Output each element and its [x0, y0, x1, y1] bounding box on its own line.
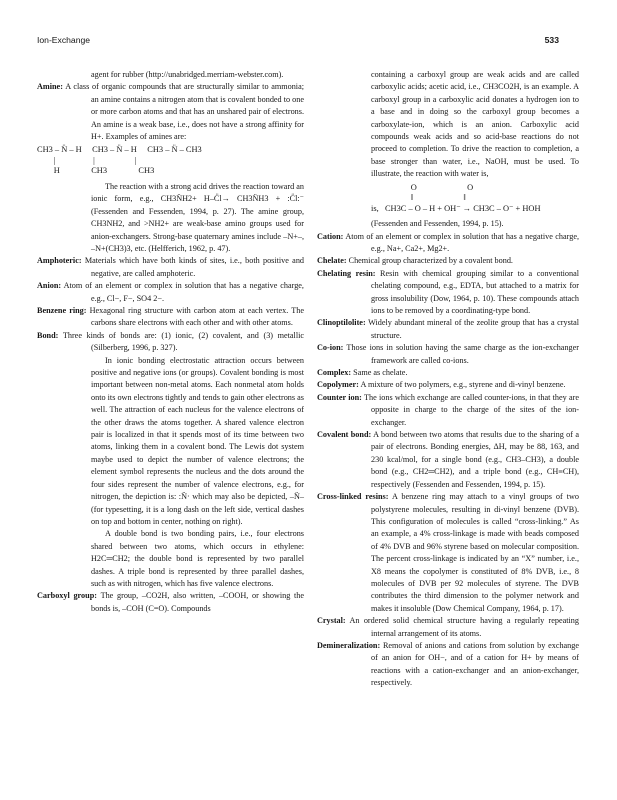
term-benzene-ring: Benzene ring:: [37, 306, 87, 315]
term-cation: Cation:: [317, 231, 344, 241]
glossary-entry-covalent-bond: [317, 429, 579, 491]
glossary-entry-chelating-resin: [317, 268, 579, 318]
term-carboxyl-group: Carboxyl group:: [37, 591, 97, 601]
term-cross-linked-resins: Cross-linked resins:: [317, 492, 389, 502]
running-header: [37, 34, 559, 48]
glossary-entry-counter-ion: [317, 392, 579, 429]
glossary-entry-benzene-ring: [37, 305, 304, 330]
glossary-entry-cross-linked-resins: [317, 491, 579, 615]
definition-amine: A class of organic compounds that are structurally similar to ammonia; an amine contains a nitrogen atom that is covalent bonded to one or more carbon atoms and that has an unshared pair of electrons. An amine is a weak base, i.e., does not have a strong affinity for H+. Examples of amines are:: [65, 82, 304, 142]
term-chelate: Chelate:: [317, 256, 347, 266]
glossary-entry-clinoptilolite: [317, 317, 579, 342]
definition-crystal: An ordered solid chemical structure having a regularly repeating internal arrangement of its atoms.: [349, 616, 579, 638]
glossary-entry-chelate: [317, 255, 579, 267]
term-demineralization: Demineralization:: [317, 640, 381, 650]
term-copolymer: Copolymer:: [317, 380, 359, 390]
definition-complex: Same as chelate.: [353, 368, 408, 378]
definition-amphoteric: Materials which have both kinds of sites, i.e., both positive and negative, are called amphoteric.: [84, 256, 305, 278]
definition-counter-ion: The ions which exchange are called counter-ions, in that they are opposite in charge to the charge of the sites of the ion-exchanger.: [364, 392, 579, 427]
bond-paragraph-2: In ionic bonding electrostatic attraction occurs between positive and negative ions (or groups). Covalent bonding is most important between non-metal atoms. Each nonmetal atom holds onto its own electrons tightly and tends to gain other electrons as well. The attraction of each nucleus for the valence electrons of the other draws the atoms together. A shared valence electron pair is localized in that it spends most of its time between two atoms, linking them in a covalent bond. The Lewis dot system maybe used to depict the number of valence electrons; the element symbol represents the nucleus and the dots around the four sides represent the number of valence electrons, e.g., for nitrogen, the depiction is: :N̈· which may also be depicted, –N̈–(for typesetting, it is a long dash on the left side, vertical dashes on top and bottom in center, nothing on right).: [91, 355, 304, 526]
term-co-ion: Co-ion:: [317, 343, 344, 353]
term-crystal: Crystal:: [317, 616, 346, 626]
carboxyl-reference: (Fessenden and Fessenden, 1994, p. 15).: [371, 219, 504, 229]
amine-structural-formulas: CH3 – N̈ – H CH3 – N̈ – H CH3 – N̈ – CH3 | | | H CH3 CH3: [37, 145, 202, 176]
term-complex: Complex:: [317, 368, 352, 378]
term-anion: Anion:: [37, 281, 62, 291]
term-chelating-resin: Chelating resin:: [317, 268, 376, 278]
bond-paragraph-3: A double bond is two bonding pairs, i.e., four electrons shared between two atoms, which occurs in ethylene: H2C═CH2; the double bond is represented by two parallel dashes. A triple bond is represented by three parallel dashes, such as with nitrogen, which has five valence electrons.: [91, 529, 304, 588]
definition-bond: Three kinds of bonds are: (1) ionic, (2) covalent, and (3) metallic (Silberberg, 1996, p. 327).: [62, 330, 305, 353]
definition-covalent-bond: A bond between two atoms that results due to the sharing of a pair of electrons. Bonding energies, ΔH, may be 88, 163, and 230 kcal/mol, for a single bond (e.g., CH3–CH3), a double bond (e.g., CH2═CH2), and a triple bond (e.g., CH≡CH), respectively (Fessenden and Fessenden, 1994, p. 15).: [371, 430, 579, 489]
amine-reaction-paragraph: The reaction with a strong acid drives the reaction toward an ionic form, e.g., CH3N̈H2+ H–C̈l→ CH3N̈H3 + :C̈l:⁻ (Fessenden and Fessenden, 1994, p. 27). The amine group, CH3NH2, and >NH2+ are weak-base amino groups used for anion-exchangers. Strong-base quaternary amines include –N+–, –N+(CH3)3, etc. (Helfferich, 1962, p. 47).: [91, 181, 304, 253]
definition-carboxyl-group: The group, –CO2H, also written, –COOH, or showing the bonds is, –COH (C=O). Compounds: [91, 591, 304, 613]
carboxyl-reaction-equation: O O ‖ ‖ is, CH3C – O – H + OH⁻ → CH3C – O⁻ + HOH: [371, 182, 541, 213]
glossary-entry-anion: [37, 280, 304, 305]
glossary-entry-cation: [317, 231, 579, 256]
right-column: [317, 69, 579, 690]
glossary-entry-copolymer: [317, 379, 579, 391]
agent-continuation: agent for rubber (http://unabridged.merriam-webster.com).: [91, 70, 284, 79]
section-title: Ion-Exchange: [37, 35, 91, 45]
left-column: [37, 69, 304, 615]
term-amine: Amine:: [37, 82, 63, 92]
glossary-entry-amphoteric: [37, 255, 304, 280]
definition-clinoptilolite: Widely abundant mineral of the zeolite group that has a crystal structure.: [368, 318, 580, 340]
glossary-entry-complex: [317, 367, 579, 379]
definition-chelate: Chemical group characterized by a covalent bond.: [348, 256, 513, 266]
page-number: 533: [544, 35, 559, 45]
glossary-entry-amine: [37, 81, 304, 143]
glossary-entry-crystal: [317, 615, 579, 640]
term-amphoteric: Amphoteric:: [37, 256, 82, 266]
definition-co-ion: Those ions in solution having the same charge as the ion-exchanger framework are called co-ions.: [346, 343, 579, 365]
term-covalent-bond: Covalent bond:: [317, 430, 372, 440]
glossary-entry-bond: [37, 330, 304, 355]
glossary-entry-demineralization: [317, 640, 579, 690]
glossary-entry-carboxyl-group: [37, 590, 304, 615]
carboxyl-continuation: containing a carboxyl group are weak acids and are called carboxylic acids; acetic acid, i.e., CH3CO2H, is an example. A carboxyl group in a carboxylic acid donates a hydrogen ion to a base and in doing so the carboxyl group becomes a carboxylate-ion, which is an anion. Carboxylic acid compounds weak acids and so acid-base reactions do not proceed to completion. To drive the reaction to completion, a base stronger than water, i.e., NaOH, must be used. To illustrate, the reaction with water is,: [371, 70, 579, 179]
term-clinoptilolite: Clinoptilolite:: [317, 318, 366, 328]
definition-chelating-resin: Resin with chemical grouping similar to a conventional chelating compound, e.g., EDTA, but attached to a matrix for gross insolubility (Dow, 1964, p. 10). These compounds attach ions to be removed by a coordinating-type bond.: [371, 268, 580, 315]
definition-cross-linked-resins: A benzene ring may attach to a vinyl groups of two polystyrene molecules, resulting in di-vinyl benzene (DVB). This configuration of molecules is called “cross-linking.” As an example, a 4% cross-linkage is made with beads composed of 4% DVB and 96% styrene based on molecular composition. The percent cross-linkage is indicated by an “X” number, i.e., X8 means the copolymer is constituted of 8% DVB, i.e., 8 molecules of DVB per 92 molecules of styrene. The DVB contributes the third dimension to the polymer network and makes it insoluble (Dow Chemical Company, 1964, p. 17).: [371, 492, 579, 613]
term-bond: Bond:: [37, 330, 59, 340]
definition-copolymer: A mixture of two polymers, e.g., styrene and di-vinyl benzene.: [360, 380, 566, 390]
term-counter-ion: Counter ion:: [317, 392, 362, 402]
glossary-entry-co-ion: [317, 342, 579, 367]
definition-demineralization: Removal of anions and cations from solution by exchange of an anion for OH−, and of a cation for H+ by means of reactions with a cation-exchanger and an anion-exchanger, respectively.: [371, 640, 579, 688]
definition-anion: Atom of an element or complex in solution that has a negative charge, e.g., Cl−, F−, SO4 2−.: [63, 281, 304, 303]
definition-cation: Atom of an element or complex in solution that has a negative charge, e.g., Na+, Ca2+, Mg2+.: [345, 231, 579, 253]
definition-benzene-ring: Hexagonal ring structure with carbon atom at each vertex. The carbons share electrons with each other and with other atoms.: [89, 306, 305, 328]
